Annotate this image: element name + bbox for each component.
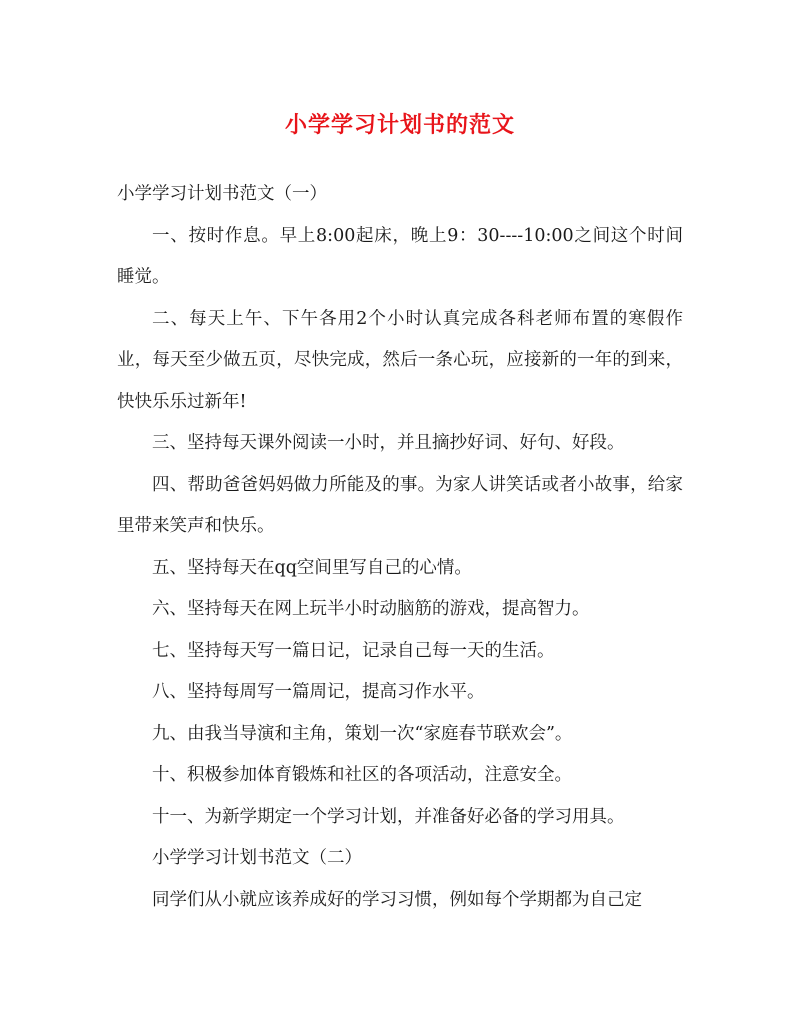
paragraph-item-3: 三、坚持每天课外阅读一小时，并且摘抄好词、好句、好段。 [152,433,625,453]
paragraph-item-9: 九、由我当导演和主角，策划一次“家庭春节联欢会”。 [152,723,573,744]
paragraph-item-1: 一、按时作息。早上8:00起床，晚上9：30----10:00之间这个时间睡觉。 [117,225,683,287]
section-heading-2: 小学学习计划书范文（二） [152,848,362,868]
paragraph-intro: 同学们从小就应该养成好的学习习惯，例如每个学期都为自己定 [152,889,642,910]
document-body [117,174,683,921]
paragraph-item-5: 五、坚持每天在qq空间里写自己的心情。 [152,557,472,578]
document-title: 小学学习计划书的范文 [284,112,515,138]
paragraph-item-7: 七、坚持每天写一篇日记，记录自己每一天的生活。 [152,640,555,661]
paragraph-item-10: 十、积极参加体育锻炼和社区的各项活动，注意安全。 [152,765,572,785]
paragraph-item-8: 八、坚持每周写一篇周记，提高习作水平。 [152,682,485,702]
paragraph-item-11: 十一、为新学期定一个学习计划，并准备好必备的学习用具。 [152,806,625,827]
paragraph-item-2: 二、每天上午、下午各用2个小时认真完成各科老师布置的寒假作业，每天至少做五页，尽快完成，然后一条心玩，应接新的一年的到来，快快乐乐过新年! [117,308,683,412]
paragraph-item-4: 四、帮助爸爸妈妈做力所能及的事。为家人讲笑话或者小故事，给家里带来笑声和快乐。 [117,474,683,536]
paragraph-item-6: 六、坚持每天在网上玩半小时动脑筋的游戏，提高智力。 [152,599,590,619]
section-heading-1: 小学学习计划书范文（一） [117,184,327,204]
